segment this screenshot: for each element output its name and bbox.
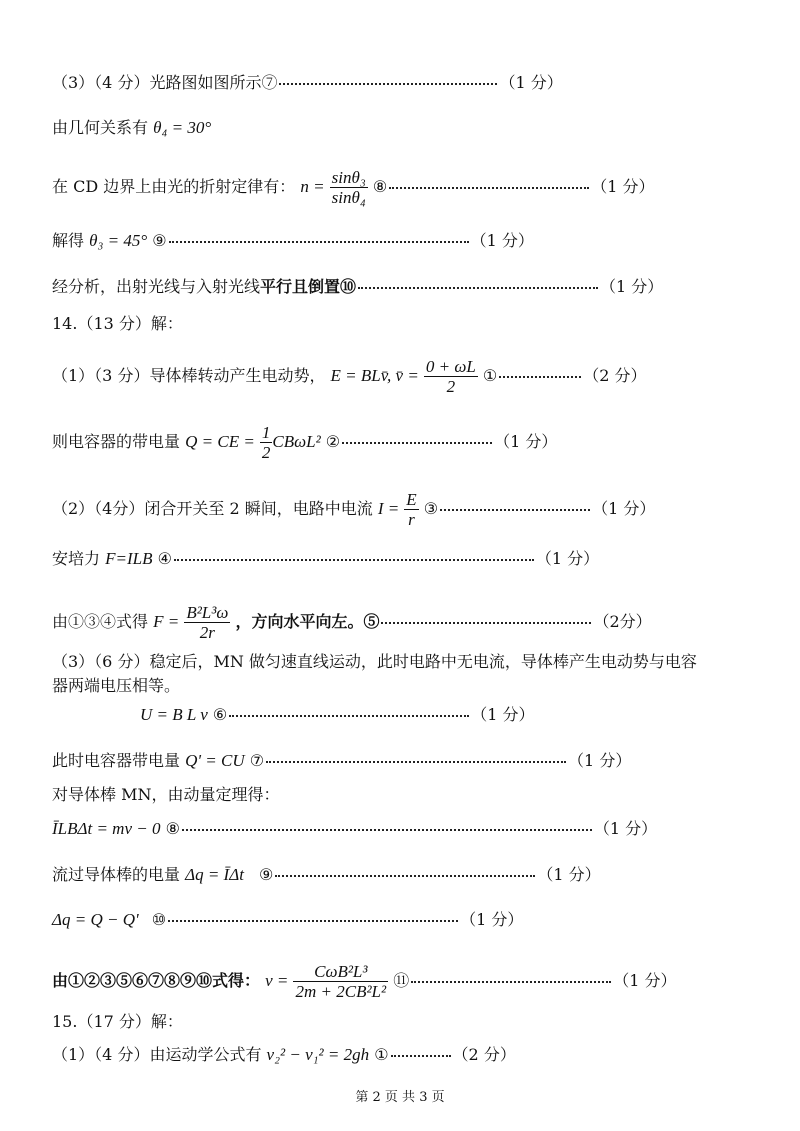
- text: 流过导体棒的电量: [52, 865, 181, 884]
- formula-lhs: n =: [300, 177, 325, 196]
- line-8: [52, 423, 557, 462]
- text: 由几何关系有: [52, 118, 149, 137]
- formula: ĪLBΔt = mv − 0: [52, 819, 161, 838]
- line-1: [52, 72, 563, 94]
- line-15: [52, 750, 631, 772]
- line-11: [52, 603, 652, 642]
- line-17: [52, 818, 657, 840]
- line-9: [52, 490, 655, 529]
- eq-mark: ④: [157, 549, 172, 568]
- line-10: [52, 548, 599, 570]
- section-heading: 14.（13 分）解：: [52, 314, 183, 333]
- score: （1 分）: [568, 751, 632, 770]
- line-2: [52, 117, 211, 139]
- text: （1）（4 分）由运动学公式有: [52, 1045, 262, 1064]
- score: （1 分）: [592, 499, 656, 518]
- score: （2 分）: [452, 1045, 516, 1064]
- score: （1 分）: [499, 73, 563, 92]
- line-20: [52, 962, 677, 1001]
- text: 在 CD 边界上由光的折射定律有：: [52, 177, 296, 196]
- score: （2分）: [593, 612, 652, 631]
- line-5: [52, 276, 663, 298]
- eq-mark: ②: [325, 432, 341, 451]
- page-footer: 第 2 页 共 3 页: [355, 1090, 445, 1105]
- score: （1 分）: [494, 432, 558, 451]
- text: （3）（6 分）稳定后，MN 做匀速直线运动，此时电路中无电流，导体棒产生电动势与电容: [52, 652, 697, 671]
- score: （1 分）: [537, 865, 601, 884]
- formula: F=ILB: [105, 549, 153, 568]
- formula: v₂² − v₁² = 2gh: [266, 1045, 370, 1064]
- score: （1 分）: [600, 277, 664, 296]
- text: （2）（4分）闭合开关至 2 瞬间，电路中电流: [52, 499, 373, 518]
- line-14: [140, 704, 535, 726]
- line-18: [52, 864, 601, 886]
- formula-lhs: I =: [377, 499, 400, 518]
- eq-mark: ①: [482, 366, 498, 385]
- text: 对导体棒 MN，由动量定理得：: [52, 785, 280, 804]
- text: 器两端电压相等。: [52, 676, 181, 695]
- eq-mark: ⑦: [249, 751, 265, 770]
- text: 由①③④式得: [52, 612, 149, 631]
- text: （1）（3 分）导体棒转动产生电动势，: [52, 366, 326, 385]
- eq-mark: ③: [423, 499, 439, 518]
- fraction: $\frac{1}{2}$: [261, 423, 271, 462]
- eq-mark: ⑪: [393, 971, 410, 990]
- eq-mark: ⑨: [259, 865, 274, 884]
- formula: θ₃ = 45°: [89, 231, 148, 250]
- fraction: $\frac{\text{B²L³ω}}{2r}$: [186, 603, 229, 642]
- formula: Δq = ĪΔt: [185, 865, 244, 884]
- line-7: [52, 357, 647, 396]
- line-12: [52, 651, 697, 673]
- score: （1 分）: [613, 971, 677, 990]
- score: （1 分）: [471, 705, 535, 724]
- formula-tail: ，方向水平向左。⑤: [235, 612, 380, 631]
- score: （1 分）: [470, 231, 534, 250]
- score: （2 分）: [583, 366, 647, 385]
- line-3: [52, 168, 655, 207]
- line-19: [52, 909, 523, 931]
- text: 安培力: [52, 549, 101, 568]
- text: 解得: [52, 231, 85, 250]
- score: （1 分）: [591, 177, 655, 196]
- text: 由①②③⑤⑥⑦⑧⑨⑩式得：: [52, 971, 261, 990]
- fraction: $\frac{E}{r}$: [406, 490, 417, 529]
- formula: θ₄ = 30°: [153, 118, 212, 137]
- formula-lhs: F =: [153, 612, 180, 631]
- formula: U = B L v: [140, 705, 208, 724]
- formula: Q = CE =: [185, 432, 255, 451]
- eq-mark: ⑨: [152, 231, 167, 250]
- fraction: $\frac{\text{CωB²L³}}{\text{2m + 2CB²L²}}$: [295, 962, 387, 1001]
- formula-lhs: v =: [265, 971, 289, 990]
- text: 此时电容器带电量: [52, 751, 181, 770]
- line-4: [52, 230, 534, 252]
- score: （1 分）: [460, 910, 524, 929]
- text: 则电容器的带电量: [52, 432, 181, 451]
- eq-mark: ⑥: [212, 705, 228, 724]
- eq-mark: ①: [374, 1045, 389, 1064]
- text: 经分析，出射光线与入射光线: [52, 277, 261, 296]
- line-16: [52, 784, 279, 806]
- line-6: [52, 313, 183, 335]
- eq-mark: ⑧: [372, 177, 388, 196]
- section-heading: 15.（17 分）解：: [52, 1012, 183, 1031]
- formula: Q' = CU: [185, 751, 245, 770]
- formula: Δq = Q − Q': [52, 910, 139, 929]
- score: （1 分）: [535, 549, 600, 568]
- score: （1 分）: [593, 819, 658, 838]
- line-13: [52, 675, 180, 697]
- fraction: $\frac{0 + \omega L}{2}$: [425, 357, 476, 396]
- fraction: $\frac{\text{sinθ₃}}{\text{sinθ₄}}$: [331, 168, 366, 207]
- line-21: [52, 1011, 183, 1033]
- text: （3）（4 分）光路图如图所示⑦: [52, 73, 278, 92]
- eq-mark: ⑩: [151, 910, 167, 929]
- eq-mark: ⑧: [165, 819, 180, 838]
- line-22: [52, 1044, 516, 1066]
- bold-text: 平行且倒置⑩: [260, 277, 357, 296]
- formula: E = BLv̄, v̄ =: [330, 366, 419, 385]
- formula-tail: CBωL²: [272, 432, 321, 451]
